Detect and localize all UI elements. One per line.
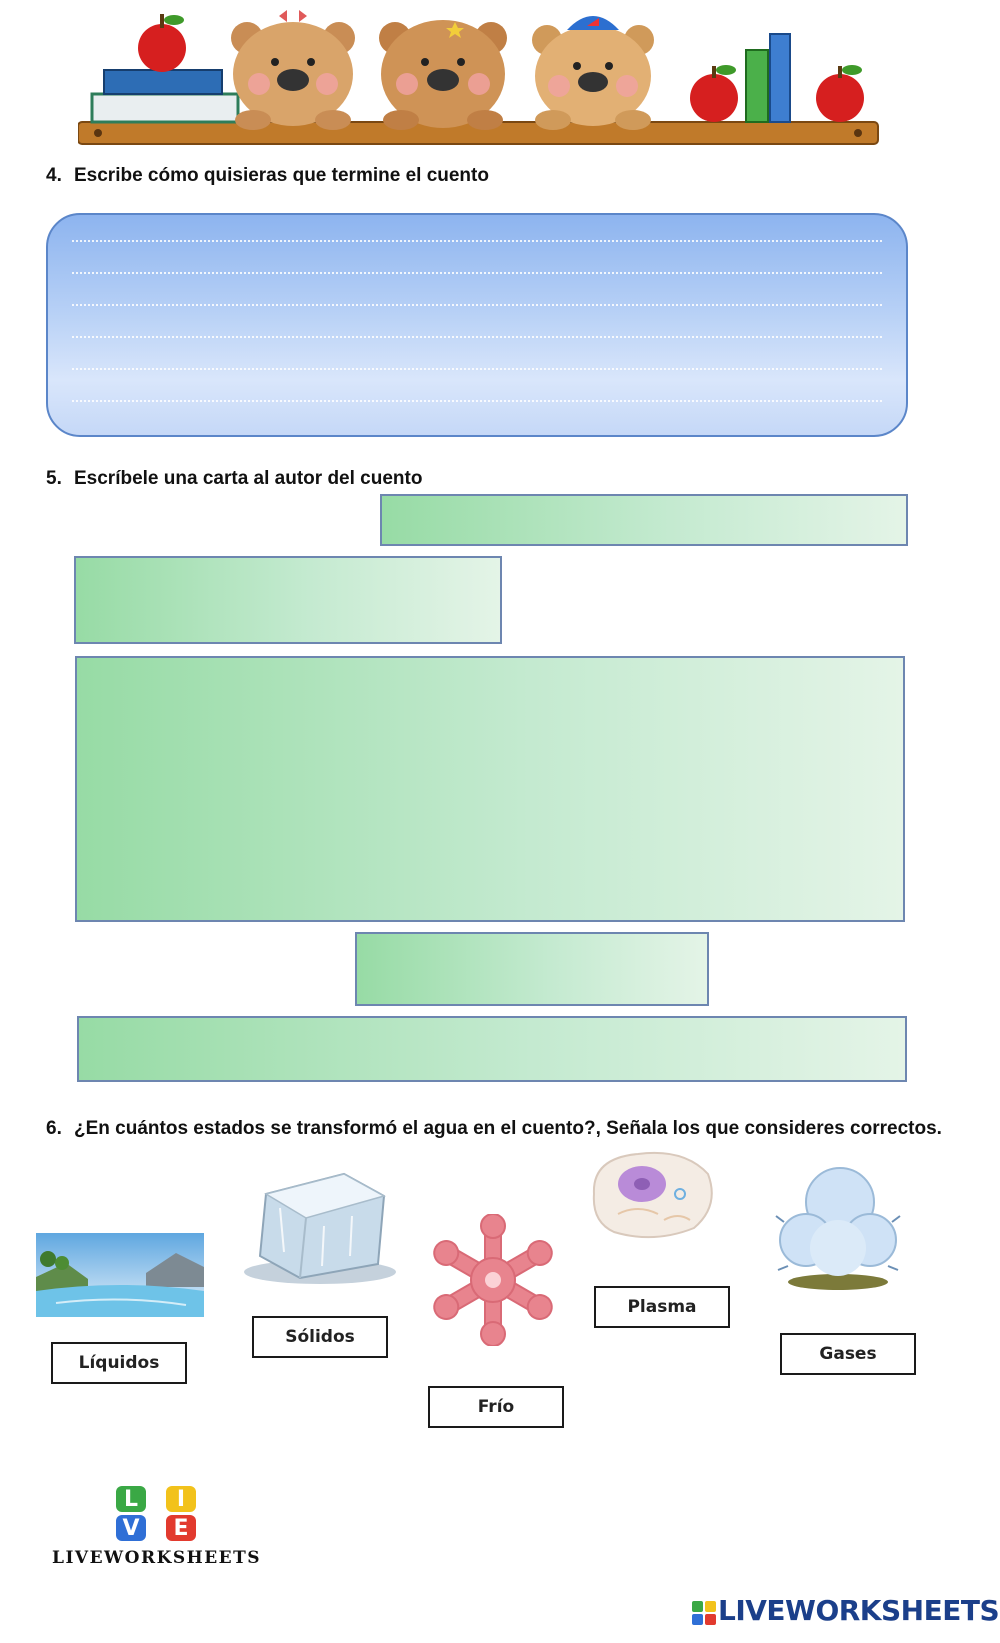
question-6-title: [46, 1118, 942, 1140]
letter-farewell-field[interactable]: [355, 932, 709, 1006]
logo-wordmark: LIVEWORKSHEETS: [52, 1548, 262, 1568]
option-frio[interactable]: Frío: [428, 1386, 564, 1428]
header-banner: [78, 8, 918, 148]
writing-line: [72, 400, 882, 402]
footer-wordmark: LIVEWORKSHEETS: [718, 1594, 1000, 1627]
question-text: Escribe cómo quisieras que termine el cuento: [74, 165, 489, 186]
river-landscape-image: [36, 1233, 204, 1317]
writing-line: [72, 240, 882, 242]
story-ending-textbox[interactable]: [46, 213, 908, 437]
logo-tile-v: V: [116, 1515, 146, 1541]
logo-tile-e: E: [166, 1515, 196, 1541]
question-number: 6.: [46, 1118, 62, 1139]
cell-image: [584, 1144, 720, 1244]
question-4-title: [46, 165, 489, 187]
writing-line: [72, 368, 882, 370]
question-text: Escríbele una carta al autor del cuento: [74, 468, 423, 489]
writing-line: [72, 272, 882, 274]
letter-date-field[interactable]: [380, 494, 908, 546]
question-5-title: [46, 468, 422, 490]
ice-cube-image: [240, 1160, 400, 1290]
bears-shelf-illustration: [78, 8, 918, 148]
snowflake-image: [430, 1214, 556, 1346]
option-plasma[interactable]: Plasma: [594, 1286, 730, 1328]
footer-logo-icon: [692, 1601, 716, 1625]
writing-line: [72, 336, 882, 338]
question-number: 5.: [46, 468, 62, 489]
question-number: 4.: [46, 165, 62, 186]
question-text: ¿En cuántos estados se transformó el agua en el cuento?, Señala los que consideres correctos.: [74, 1118, 942, 1139]
steam-cloud-image: [770, 1158, 906, 1298]
writing-line: [72, 304, 882, 306]
letter-greeting-field[interactable]: [74, 556, 502, 644]
logo-tile-l: L: [116, 1486, 146, 1512]
letter-signature-field[interactable]: [77, 1016, 907, 1082]
option-solidos[interactable]: Sólidos: [252, 1316, 388, 1358]
logo-tile-i: I: [166, 1486, 196, 1512]
option-gases[interactable]: Gases: [780, 1333, 916, 1375]
letter-body-field[interactable]: [75, 656, 905, 922]
option-liquidos[interactable]: Líquidos: [51, 1342, 187, 1384]
